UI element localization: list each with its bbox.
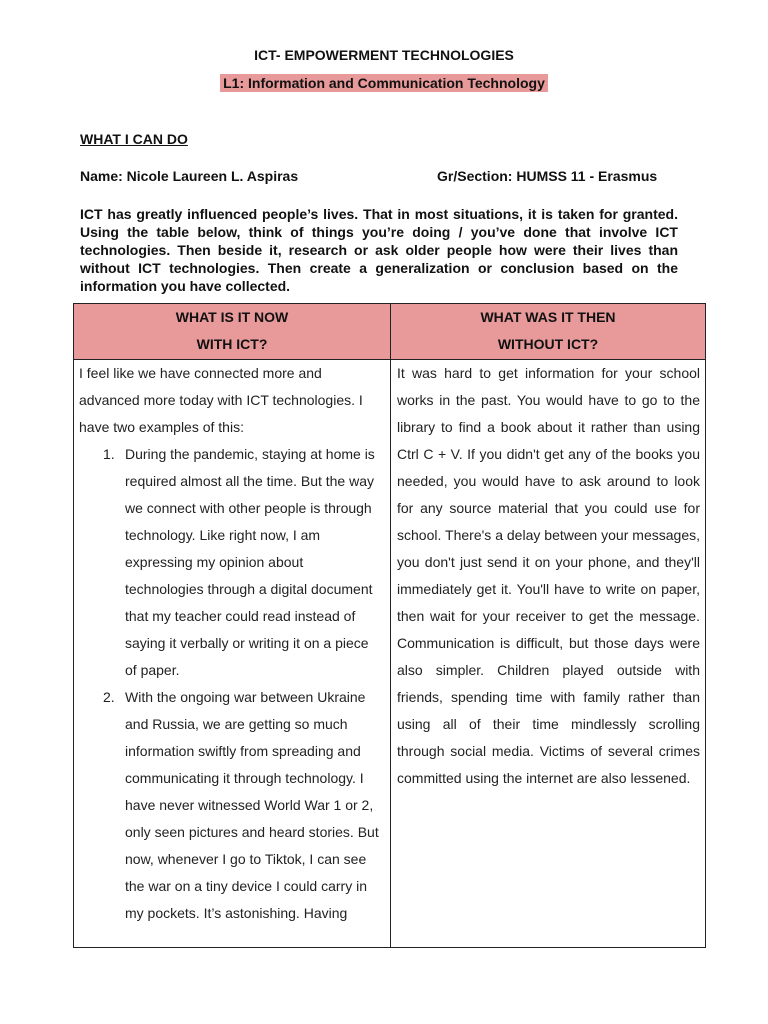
then-text: It was hard to get information for your school works in the past. You would have to go to the library to find a book about it rather than using Ctrl C + V. If you didn't get any of the books you needed, you would have to ask around to look for any source material that you could use for school. There's a delay between your messages, you don't just send it on your phone, and they'll immediately get it. You'll have to write on paper, then wait for your receiver to get the message. Communication is difficult, but those days were also simpler. Children played outside with friends, spending time with family rather than using all of their time mindlessly scrolling through social media. Victims of several crimes committed using the internet are also lessened. [397,365,700,786]
cell-now-content [79,360,384,947]
instructions-paragraph: ICT has greatly influenced people’s lives. That in most situations, it is taken for granted. Using the table below, think of things you’re doing / you’ve done that involve ICT technologies. Then beside it, research or ask older people how were their lives than without ICT technologies. Then create a generalization or conclusion based on the information you have collected. [80,206,678,294]
document-title: ICT- EMPOWERMENT TECHNOLOGIES [254,47,514,63]
header-now-line-1: WHAT IS IT NOW [175,309,289,325]
lesson-title: L1: Information and Communication Technology [220,74,548,92]
header-cell-now [74,304,390,359]
lesson-title-row [0,74,768,93]
header-then-line-2: WITHOUT ICT? [497,336,599,352]
list-item [79,684,384,927]
now-intro: I feel like we have connected more and advanced more today with ICT technologies. I have two examples of this: [79,365,363,435]
list-item [79,441,384,684]
list-number: 1. [103,446,115,462]
column-divider [390,304,391,947]
comparison-table [73,303,706,948]
examples-list [79,441,384,927]
header-cell-then [391,304,705,359]
list-number: 2. [103,689,115,705]
header-now-line-2: WITH ICT? [196,336,268,352]
student-section: Gr/Section: HUMSS 11 - Erasmus [437,168,658,184]
student-name: Name: Nicole Laureen L. Aspiras [80,168,299,184]
list-item-text: With the ongoing war between Ukraine and Russia, we are getting so much information swiftly from spreading and communicating it through technology. I have never witnessed World War 1 or 2, only seen pictures and heard stories. But now, whenever I go to Tiktok, I can see the war on a tiny device I could carry in my pockets. It’s astonishing. Having [125,689,379,921]
list-item-text: During the pandemic, staying at home is required almost all the time. But the way we connect with other people is through technology. Like right now, I am expressing my opinion about technologies through a digital document that my teacher could read instead of saying it verbally or writing it on a piece of paper. [125,446,375,678]
section-heading: WHAT I CAN DO [80,131,188,147]
header-then-line-1: WHAT WAS IT THEN [480,309,616,325]
cell-then-content [397,360,700,947]
